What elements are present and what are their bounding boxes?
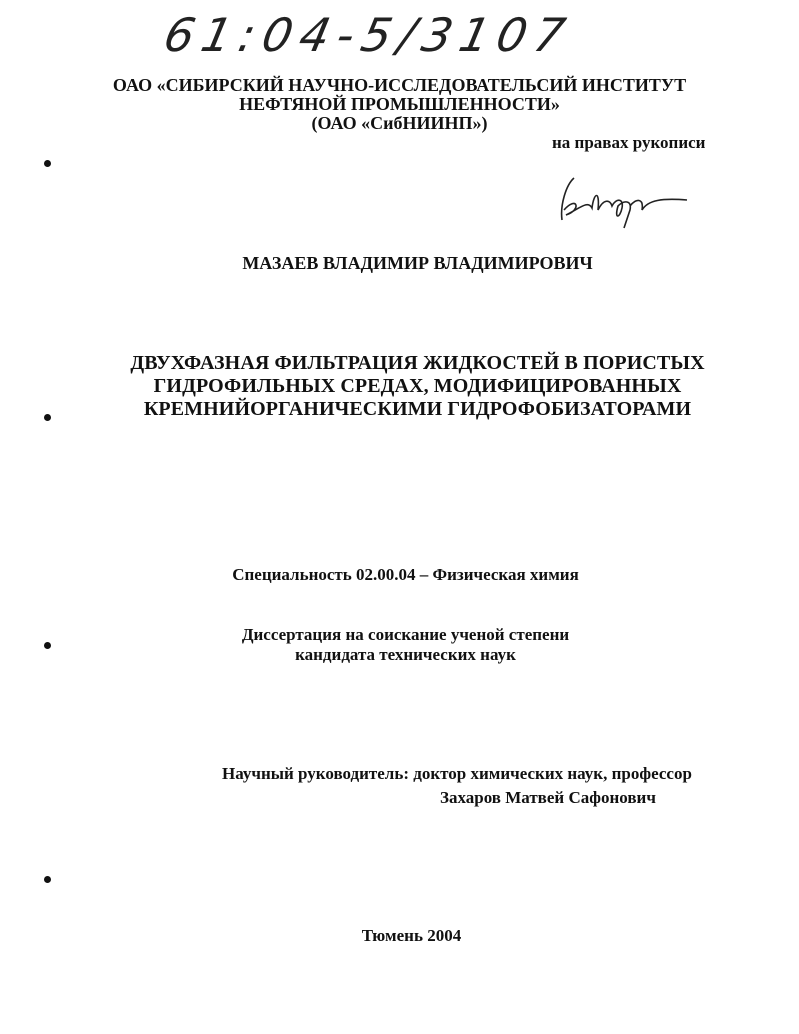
- institution-line-1: ОАО «СИБИРСКИЙ НАУЧНО-ИССЛЕДОВАТЕЛЬСИЙ ИНСТИТУТ: [112, 75, 687, 95]
- institution-line-3: (ОАО «СибНИИНП»): [311, 113, 488, 133]
- binding-hole-mark: [44, 642, 51, 649]
- city-year: Тюмень 2004: [361, 926, 462, 945]
- manuscript-note: на правах рукописи: [552, 133, 706, 152]
- title-line-2: ГИДРОФИЛЬНЫХ СРЕДАХ, МОДИФИЦИРОВАННЫХ: [153, 375, 682, 397]
- title-line-1: ДВУХФАЗНАЯ ФИЛЬТРАЦИЯ ЖИДКОСТЕЙ В ПОРИСТЫХ: [130, 352, 705, 374]
- supervisor-name: Захаров Матвей Сафонович: [440, 788, 656, 807]
- dissertation-line-2: кандидата технических наук: [295, 645, 516, 664]
- author-name: МАЗАЕВ ВЛАДИМИР ВЛАДИМИРОВИЧ: [242, 253, 593, 273]
- binding-hole-mark: [44, 876, 51, 883]
- signature: [552, 170, 697, 230]
- title-line-3: КРЕМНИЙОРГАНИЧЕСКИМИ ГИДРОФОБИЗАТОРАМИ: [143, 398, 692, 420]
- supervisor-label: Научный руководитель: доктор химических наук, профессор: [222, 764, 692, 783]
- specialty: Специальность 02.00.04 – Физическая химия: [232, 565, 579, 584]
- binding-hole-mark: [44, 160, 51, 167]
- institution-line-2: НЕФТЯНОЙ ПРОМЫШЛЕННОСТИ»: [239, 94, 560, 114]
- handwritten-archive-number: 61:04-5/3107: [159, 8, 578, 62]
- binding-hole-mark: [44, 414, 51, 421]
- dissertation-line-1: Диссертация на соискание ученой степени: [241, 625, 570, 644]
